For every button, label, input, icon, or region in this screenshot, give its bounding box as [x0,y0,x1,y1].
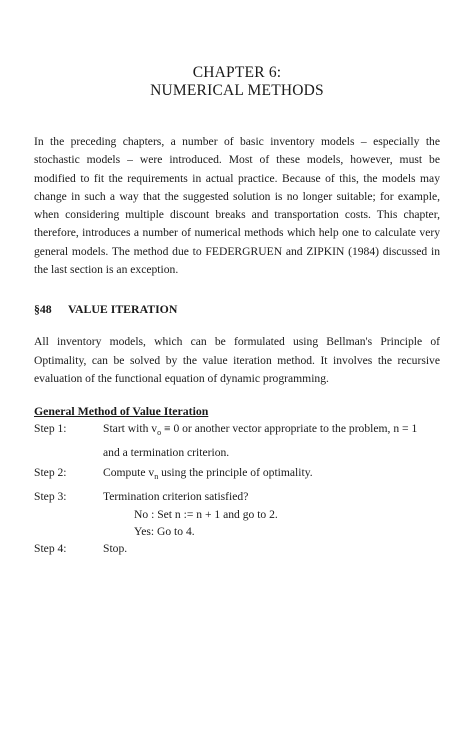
section-number: §48 [34,302,52,316]
section-title: VALUE ITERATION [68,302,178,316]
step-label: Step 4: [34,542,67,555]
step-3-question: Termination criterion satisfied? [103,490,249,503]
section-paragraph: All inventory models, which can be formulated using Bellman's Principle of Optimality, can be solved by the value iteration method. It involves the recursive evaluation of the functional equation of dynamic programming. [34,335,440,386]
step-label: Step 1: [34,422,67,435]
step-label: Step 3: [34,490,67,503]
step-2-text-pre: Compute v [103,466,155,479]
step-body [103,465,440,481]
method-heading: General Method of Value Iteration [34,404,209,418]
step-body [103,541,440,557]
intro-paragraph: In the preceding chapters, a number of basic inventory models – especially the stochastic models – were introduced. Most of these models, however, must be modified to fit the requirements in actual practice. Because of this, the models may change in such a way that the suggested solution is no longer suitable; for example, when considering multiple discount breaks and transportation costs. This chapter, therefore, introduces a number of numerical methods which help one to calculate very general models. The method due to FEDERGRUEN and ZIPKIN (1984) discussed in the last section is an exception. [34,135,440,277]
step-body [103,489,440,505]
step-2-subscript: n [154,472,159,481]
chapter-number: CHAPTER 6: [192,64,282,81]
step-2-text-post: using the principle of optimality. [158,466,313,479]
chapter-name: NUMERICAL METHODS [150,82,324,99]
step-3-no-branch: No : Set n := n + 1 and go to 2. [134,508,278,521]
step-3-yes-branch: Yes: Go to 4. [134,525,195,538]
step-label: Step 2: [34,466,67,479]
section-heading [34,301,440,317]
step-2-line [103,465,440,481]
step-1-line-2: and a termination criterion. [103,446,230,459]
step-1-subscript: o [157,428,162,437]
step-1-line-1 [103,421,440,437]
chapter-title [34,64,440,100]
step-1-text-post: ≡ 0 or another vector appropriate to the problem, n = 1 [161,422,418,435]
step-1-text-pre: Start with v [103,422,158,435]
step-4-text: Stop. [103,542,128,555]
step-body [103,421,440,461]
